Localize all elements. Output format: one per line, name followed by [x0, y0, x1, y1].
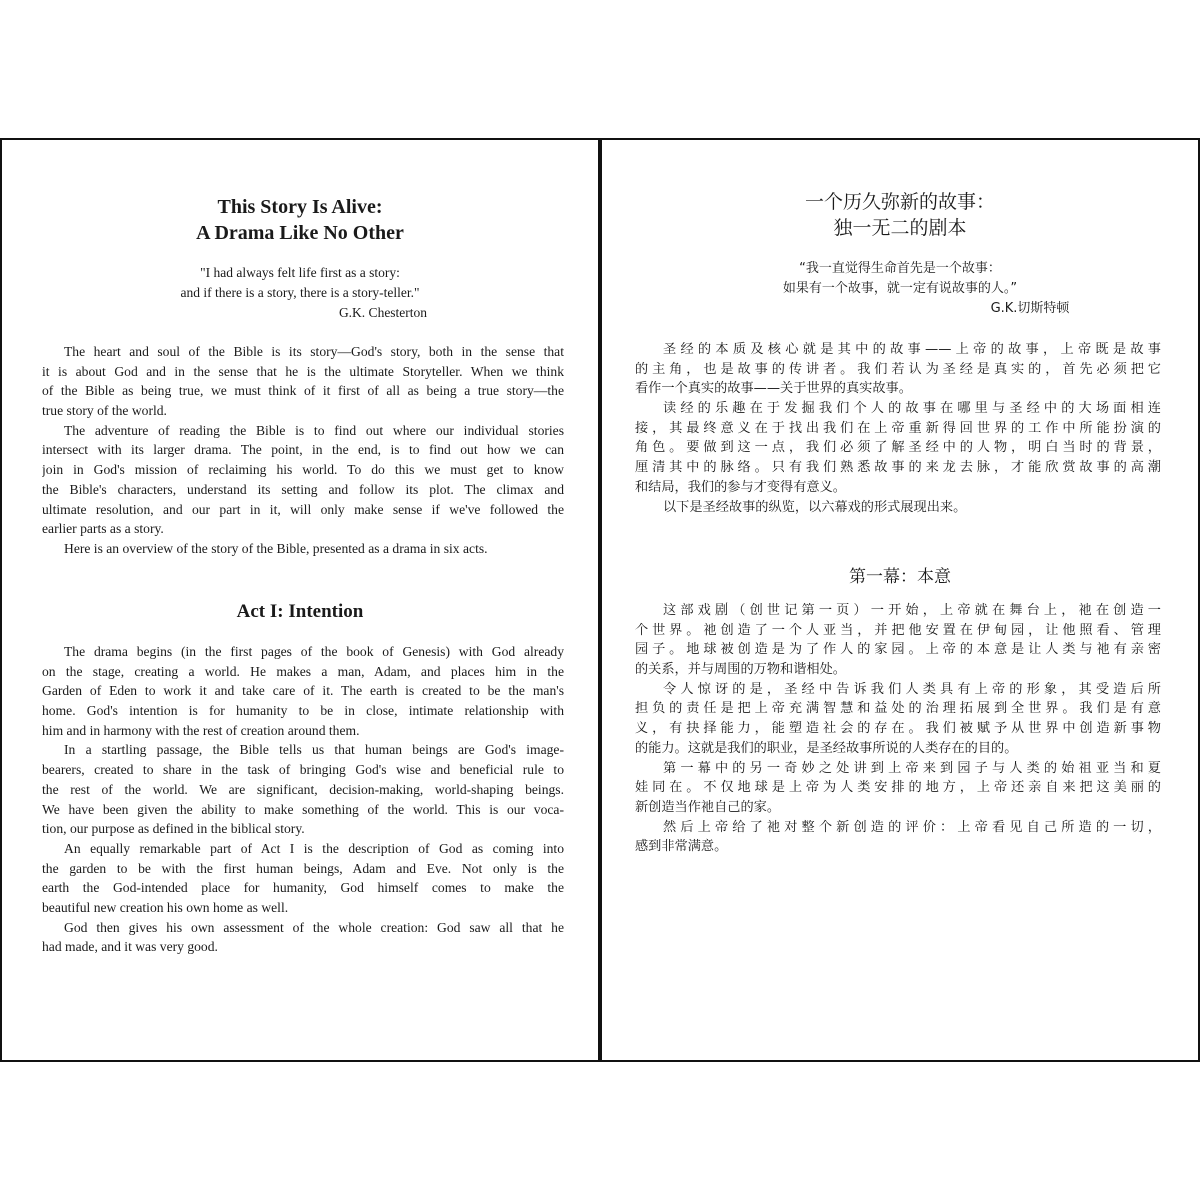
text-line: 读经的乐趣在于发掘我们个人的故事在哪里与圣经中的大场面相连: [663, 401, 1161, 417]
text-line: An equally remarkable part of Act I is the description of God as coming into: [64, 840, 564, 856]
quote-attribution: G.K. Chesterton: [338, 305, 428, 320]
text-line: tion, our purpose as defined in the biblical story.: [42, 821, 305, 837]
epigraph: [602, 259, 1198, 319]
chapter-title: [602, 189, 1198, 241]
text-line: 的关系，并与周围的万物和谐相处。: [635, 662, 846, 678]
paragraph: [42, 642, 564, 740]
paragraph: [42, 740, 564, 838]
text-line: Here is an overview of the story of the Bible, presented as a drama in six acts.: [64, 540, 488, 556]
text-line: God then gives his own assessment of the whole creation: God saw all that he: [64, 919, 564, 935]
text-line: 令人惊讶的是，圣经中告诉我们人类具有上帝的形象，其受造后所: [663, 681, 1161, 697]
text-line: had made, and it was very good.: [42, 939, 218, 955]
left-page-english: [0, 138, 601, 1062]
text-line: Garden of Eden to work it and take care of it. The earth is created to be the man's: [42, 683, 564, 699]
quote-line: 如果有一个故事，就一定有说故事的人。”: [782, 281, 1018, 296]
text-line: 第一幕中的另一奇妙之处讲到上帝来到园子与人类的始祖亚当和夏: [663, 760, 1161, 776]
text-line: 厘清其中的脉络。只有我们熟悉故事的来龙去脉，才能欣赏故事的高潮: [635, 460, 1161, 476]
title-line: A Drama Like No Other: [196, 222, 404, 244]
text-line: In a startling passage, the Bible tells us that human beings are God's image-: [64, 742, 564, 758]
quote-line: "I had always felt life first as a story:: [200, 265, 400, 280]
text-line: The heart and soul of the Bible is its story—God's story, both in the sense that: [64, 344, 564, 359]
text-line: 圣经的本质及核心就是其中的故事——上帝的故事，上帝既是故事: [663, 342, 1161, 357]
intro-text: [42, 342, 564, 559]
paragraph: [635, 759, 1161, 818]
epigraph: [2, 263, 598, 323]
paragraph: [42, 839, 564, 918]
text-line: him and in harmony with the rest of creation around them.: [42, 722, 360, 738]
paragraph: [42, 342, 564, 421]
quote-line: and if there is a story, there is a story-teller.": [180, 285, 420, 300]
intro-text: [635, 340, 1161, 517]
act-text: [42, 642, 564, 957]
text-line: 园子。地球被创造是为了作人的家园。上帝的本意是让人类与祂有亲密: [635, 642, 1161, 658]
text-line: We have been given the ability to make something of the world. This is our voca-: [42, 801, 564, 817]
paragraph: [635, 818, 1161, 857]
text-line: 个世界。祂创造了一个人亚当，并把他安置在伊甸园，让他照看、管理: [635, 622, 1161, 638]
text-line: The drama begins (in the first pages of the book of Genesis) with God already: [64, 644, 564, 659]
text-line: 角色。要做到这一点，我们必须了解圣经中的人物，明白当时的背景，: [635, 440, 1161, 456]
paragraph: [42, 539, 564, 559]
act-heading: Act I: Intention: [236, 601, 364, 622]
text-line: on the stage, creating a world. He makes a man, Adam, and places him in the: [42, 663, 564, 679]
text-line: The adventure of reading the Bible is to find out where our individual stories: [64, 422, 564, 438]
act-text: [635, 601, 1161, 857]
text-line: 担负的责任是把上帝充满智慧和益处的治理拓展到全世界。我们是有意: [635, 701, 1161, 717]
paragraph: [635, 399, 1161, 497]
text-line: 然后上帝给了祂对整个新创造的评价：上帝看见自己所造的一切，: [663, 819, 1161, 835]
text-line: it is about God and in the sense that he is the ultimate Storyteller. When we think: [42, 363, 564, 379]
paragraph: [42, 421, 564, 539]
paragraph: [42, 918, 564, 957]
text-line: of the Bible as being true, we must think of it first of all as being a true story—the: [42, 383, 564, 399]
text-line: intersect with its larger drama. The point, in the end, is to find out how we can: [42, 442, 564, 458]
chapter-title: [2, 194, 598, 246]
text-line: 娃同在。不仅地球是上帝为人类安排的地方，上帝还亲自来把这美丽的: [635, 780, 1161, 796]
text-line: the Bible's characters, understand its setting and follow its plot. The climax and: [42, 481, 564, 497]
text-line: 的能力。这就是我们的职业，是圣经故事所说的人类存在的目的。: [635, 740, 1018, 756]
text-line: 看作一个真实的故事——关于世界的真实故事。: [635, 381, 912, 397]
title-line: This Story Is Alive:: [217, 196, 383, 218]
title-line: 独一无二的剧本: [833, 217, 967, 239]
paragraph: [635, 498, 1161, 518]
text-line: 新创造当作祂自己的家。: [635, 799, 781, 815]
quote-attribution: G.K.切斯特顿: [990, 301, 1070, 316]
act-heading: 第一幕：本意: [849, 567, 951, 587]
text-line: 以下是圣经故事的纵览，以六幕戏的形式展现出来。: [663, 499, 967, 515]
text-line: 接，其最终意义在于找出我们在上帝重新得回世界的工作中所能扮演的: [635, 420, 1161, 436]
paragraph: [635, 601, 1161, 680]
text-line: the garden to be with the first human beings, Adam and Eve. Not only is the: [42, 860, 564, 876]
title-line: 一个历久弥新的故事：: [804, 191, 995, 213]
text-line: bearers, created to share in the task of bringing God's wise and beneficial rule to: [42, 762, 564, 778]
quote-line: “我一直觉得生命首先是一个故事：: [799, 261, 1001, 276]
text-line: 感到非常满意。: [635, 839, 728, 855]
text-line: beautiful new creation his own home as well.: [42, 899, 289, 915]
text-line: earth the God-intended place for humanity, God himself comes to make the: [42, 880, 564, 896]
text-line: 义，有抉择能力，能塑造社会的存在。我们被赋予从世界中创造新事物: [635, 721, 1161, 737]
text-line: true story of the world.: [42, 403, 167, 419]
text-line: earlier parts as a story.: [42, 521, 164, 537]
text-line: join in God's mission of reclaiming his world. To do this we must get to know: [42, 462, 564, 478]
text-line: home. God's intention is for humanity to be in close, intimate relationship with: [42, 703, 564, 719]
text-line: the rest of the world. We are significant, decision-making, world-shaping beings.: [42, 781, 564, 797]
text-line: 的主角，也是故事的传讲者。我们若认为圣经是真实的，首先必须把它: [635, 361, 1161, 377]
text-line: ultimate resolution, and our part in it, will only make sense if we've followed the: [42, 501, 564, 517]
right-page-chinese: [599, 138, 1200, 1062]
paragraph: [635, 680, 1161, 759]
text-line: 和结局，我们的参与才变得有意义。: [635, 479, 846, 495]
paragraph: [635, 340, 1161, 399]
text-line: 这部戏剧（创世记第一页）一开始，上帝就在舞台上，祂在创造一: [663, 603, 1161, 618]
